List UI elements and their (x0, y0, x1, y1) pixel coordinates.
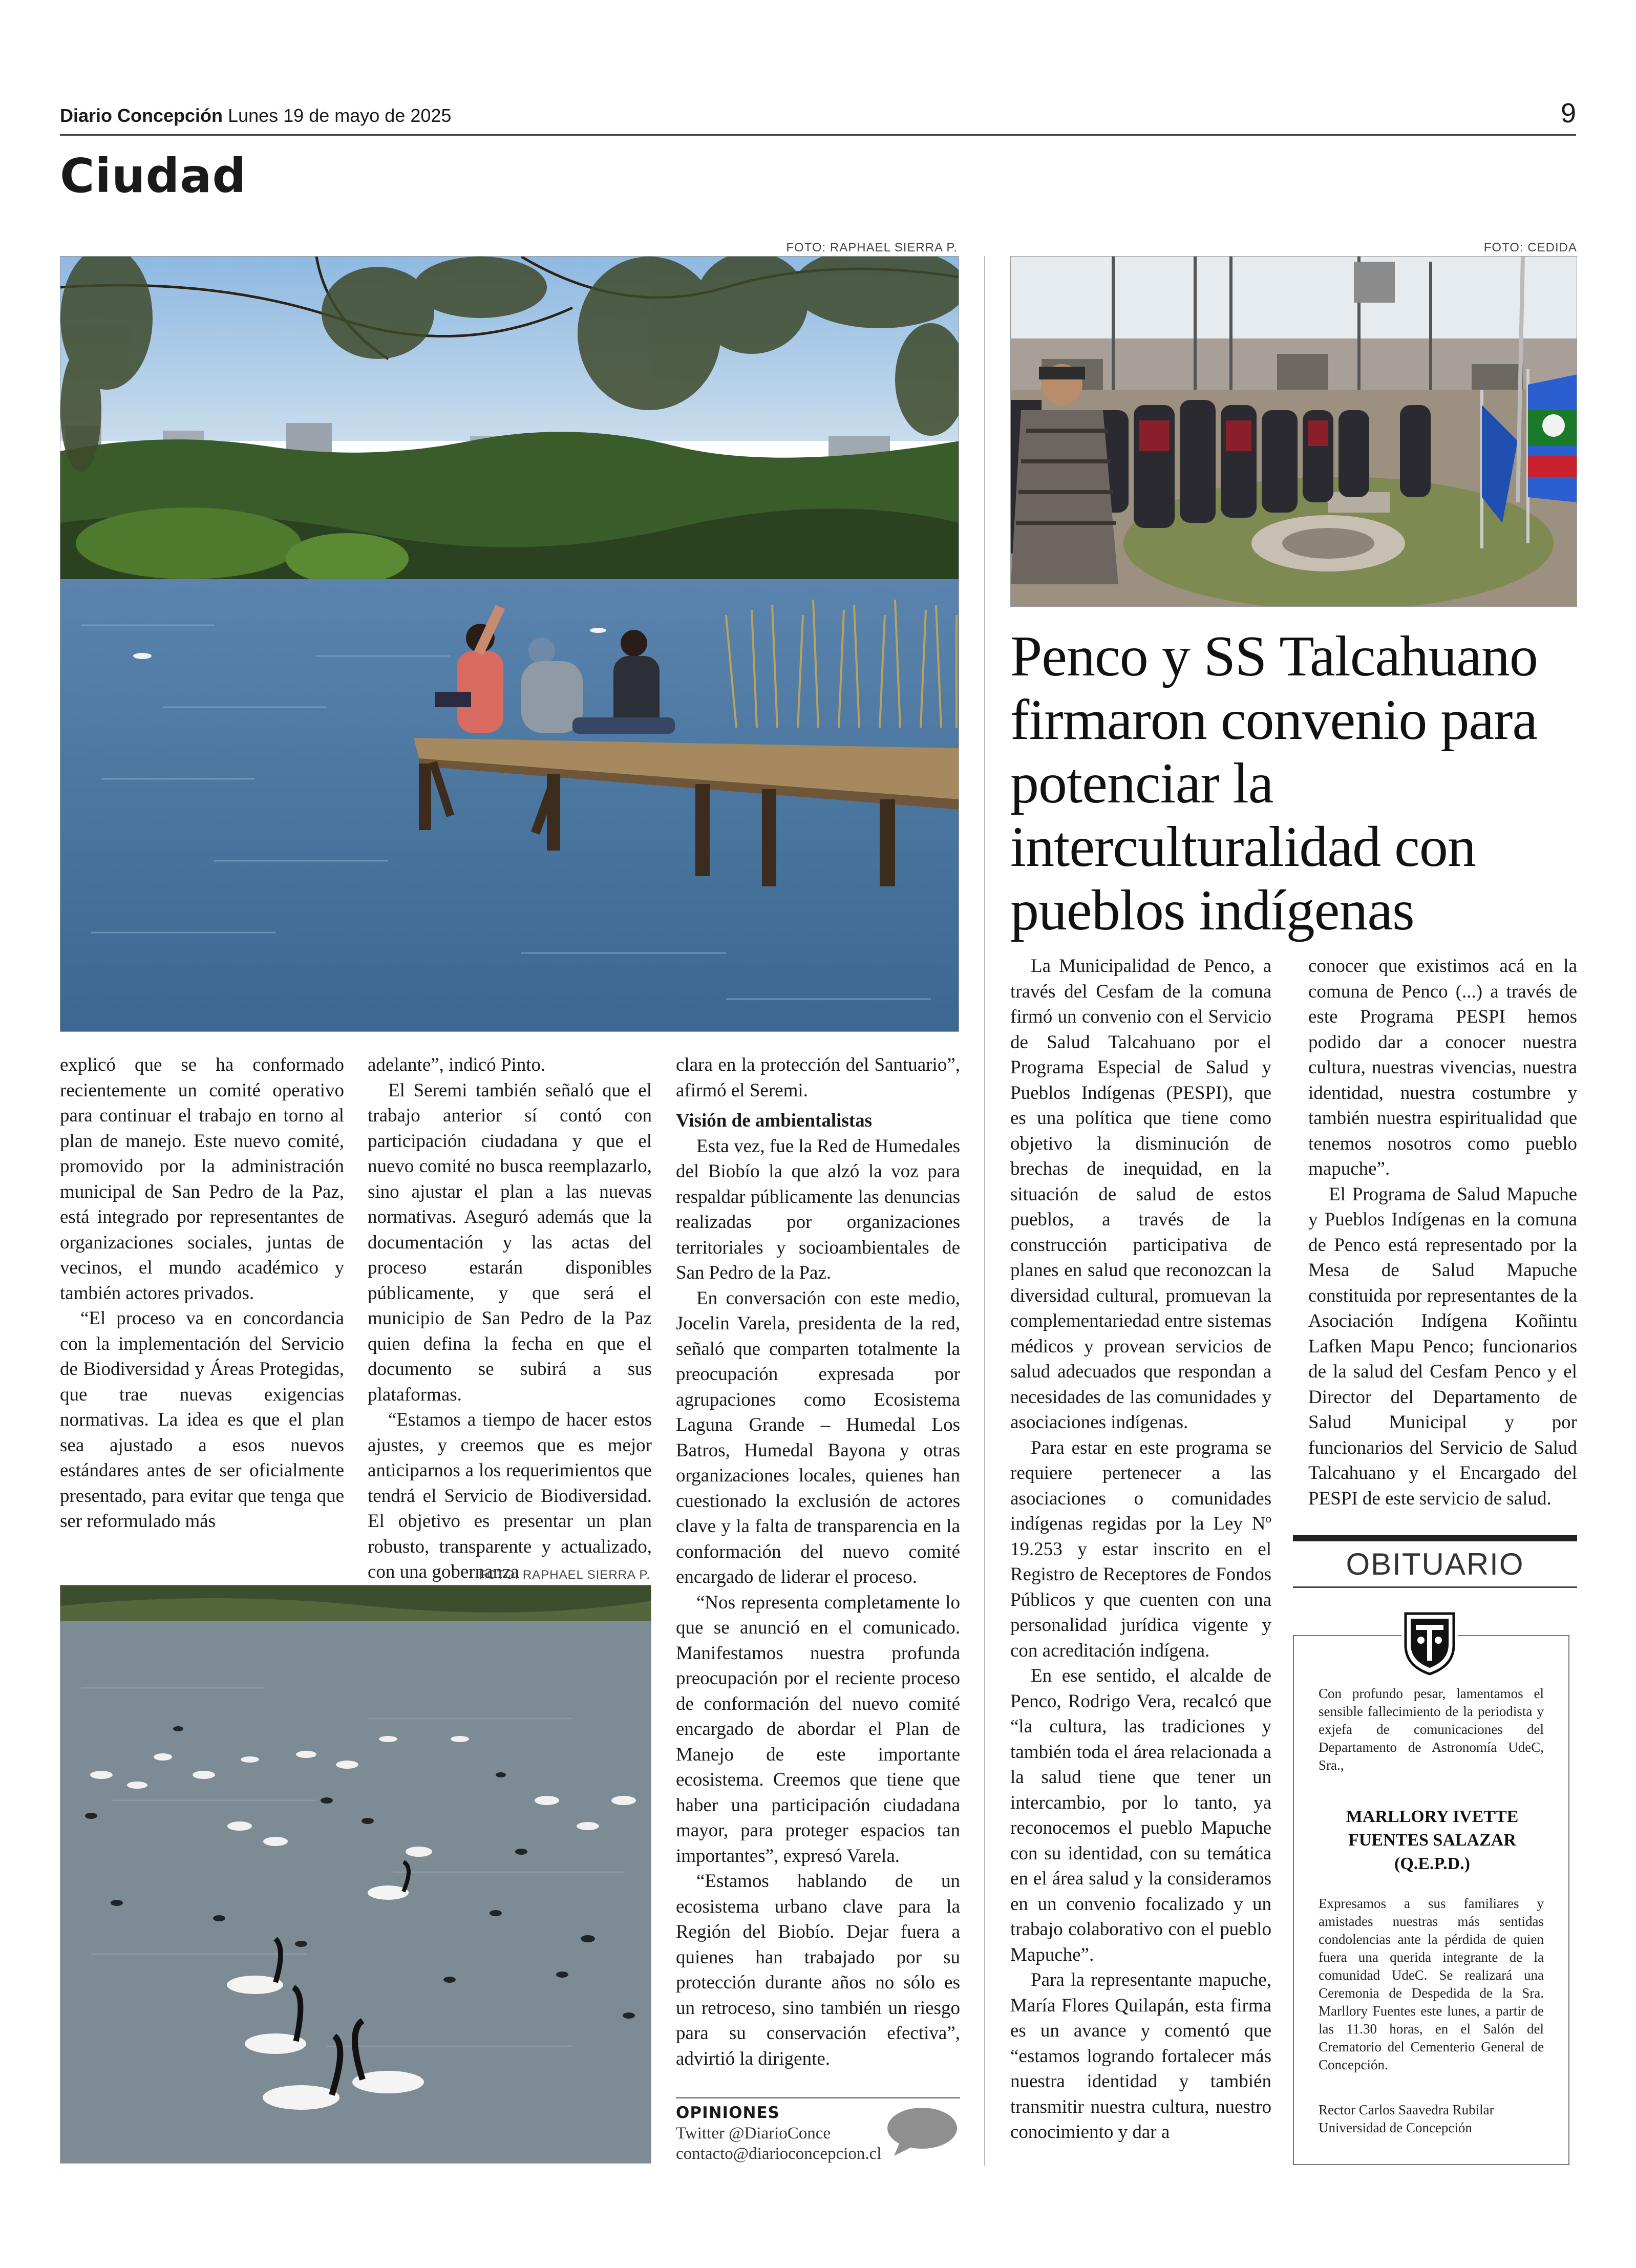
column-divider (984, 256, 985, 2166)
article-lagoon-col3 (676, 1052, 960, 2071)
lake-pier-photo (60, 256, 959, 1032)
article-penco-col2 (1308, 953, 1577, 1511)
opiniones-twitter[interactable]: Twitter @DiarioConce (676, 2124, 831, 2143)
udec-crest-icon (1401, 1609, 1458, 1676)
header-rule (60, 134, 1576, 136)
obituary-top-rule (1293, 1535, 1577, 1541)
qepd: (Q.E.P.D.) (1394, 1854, 1470, 1873)
mapuche-ceremony-photo (1010, 256, 1577, 607)
obituary-signature-name: Rector Carlos Saavedra Rubilar (1319, 2102, 1494, 2117)
paragraph: adelante”, indicó Pinto. (368, 1054, 546, 1075)
obituary-body: Expresamos a sus familiares y amistades nuestras más sentidas condolencias ante la pérdida de quien fuera una querida integrante de la comunidad UdeC. Se realizará una Ceremonia de Despedida de la Sra. Marllory Fuentes este lunes, a partir de las 11.30 horas, en el Salón del Crematorio del Cementerio General de Concepción. (1319, 1896, 1544, 2072)
paragraph: “Estamos hablando de un ecosistema urbano clave para la Región del Biobío. Dejar fuera a quienes han trabajado por su protección durante años no sólo es un retroceso, sino también un riesgo para su conservación efectiva”, advirtió la dirigente. (676, 1871, 960, 2069)
paragraph: clara en la protección del Santuario”, afirmó el Seremi. (676, 1054, 960, 1101)
obituary-notice (1293, 1635, 1569, 2165)
paragraph: “Nos representa completamente lo que se anunció en el comunicado. Manifestamos nuestra profunda preocupación por el reciente proceso de conformación del nuevo comité encargado de abordar el Plan de Manejo de este importante ecosistema. Creemos que tiene que haber una participación ciudadana mayor, para proteger espacios tan importantes”, expresó Varela. (676, 1592, 960, 1867)
obituary-title-rule (1293, 1586, 1577, 1588)
paragraph: El Seremi también señaló que el trabajo anterior sí contó con participación ciudadana y que el nuevo comité no busca reemplazarlo, sino ajustar el plan a las nuevas normativas. Aseguró además que la documentación y las actas del proceso estarán disponibles públicamente, y que será el municipio de San Pedro de la Paz quien defina la fecha en que el documento se subirá a sus plataformas. (368, 1079, 652, 1405)
paragraph: “El proceso va en concordancia con la implementación del Servicio de Biodiversidad y Áreas Protegidas, que trae nuevas exigencias normativas. La idea es que el plan sea ajustado a esos nuevos estándares antes de ser oficialmente presentado, para evitar que tenga que ser reformulado más (60, 1308, 344, 1532)
paragraph: Para estar en este programa se requiere pertenecer a las asociaciones o comunidades indígenas regidas por la Ley Nº 19.253 y estar inscrito en el Registro de Receptores de Fondos Públicos y que cuenten con una personalidad jurídica vigente y con acreditación indígena. (1010, 1437, 1271, 1661)
deceased-name-line1: MARLLORY IVETTE (1346, 1807, 1519, 1826)
article-penco-col1 (1010, 953, 1271, 2145)
paragraph: En ese sentido, el alcalde de Penco, Rodrigo Vera, recalcó que “la cultura, las tradiciones y también toda el área relacionada a la salud tiene que tener un intercambio, por lo tanto, ya reconocemos el pueblo Mapuche con su identidad, con su temática en el área salud y la consideramos en un convenio focalizado y un trabajo colaborativo con el pueblo Mapuche”. (1010, 1665, 1271, 1965)
paragraph: “Estamos a tiempo de hacer estos ajustes, y creemos que es mejor anticiparnos a los requerimientos que tendrá el Servicio de Biodiversidad. El objetivo es presentar un plan robusto, transparente y actualizado, con una gobernanza (368, 1409, 652, 1582)
subheading: Visión de ambientalistas (676, 1110, 873, 1131)
article-lagoon-col2 (368, 1052, 652, 1585)
paragraph: La Municipalidad de Penco, a través del Cesfam de la comuna firmó un convenio con el Servicio de Salud Talcahuano por el Programa Especial de Salud y Pueblos Indígenas (PESPI), que es una política que tiene como objetivo la disminución de brechas de inequidad, en la situación de salud de estos pueblos, a través de la construcción participativa de planes en salud que reconozcan la diversidad cultural, promuevan la complementariedad entre sistemas médicos y provean servicios de salud adecuados que respondan a necesidades de las comunidades y asociaciones indígenas. (1010, 956, 1271, 1433)
paragraph: En conversación con este medio, Jocelin Varela, presidenta de la red, señaló que comparten totalmente la preocupación expresada por agrupaciones como Ecosistema Laguna Grande – Humedal Los Batros, Humedal Bayona y otras organizaciones locales, quienes han cuestionado la exclusión de actores clave y la falta de transparencia en la conformación del nuevo comité encargado de liderar el proceso. (676, 1287, 960, 1587)
obituary-signature-institution: Universidad de Concepción (1319, 2120, 1472, 2135)
photo-credit-lake: FOTO: RAPHAEL SIERRA P. (786, 241, 958, 255)
paragraph: conocer que existimos acá en la comuna de Penco (...) a través de este Programa PESPI hemos podido dar a conocer nuestra cultura, nuestras vivencias, nuestra identidad, nuestra costumbre y también nuestra espiritualidad que tenemos nosotros como pueblo mapuche”. (1308, 956, 1577, 1179)
article-lagoon-col1 (60, 1052, 344, 1534)
photo-credit-swans: FOTO: RAPHAEL SIERRA P. (479, 1568, 650, 1582)
section-title: Ciudad (60, 149, 247, 203)
issue-date: Lunes 19 de mayo de 2025 (228, 105, 452, 126)
deceased-name-line2: FUENTES SALAZAR (1348, 1831, 1516, 1850)
paragraph: El Programa de Salud Mapuche y Pueblos Indígenas en la comuna de Penco está representado por la Mesa de Salud Mapuche constituida por representantes de la Asociación Indígena Koñintu Lafken Mapu Penco; funcionarios de la salud del Cesfam Penco y el Director del Departamento de Salud Municipal y por funcionarios del Servicio de Salud Talcahuano y el Encargado del PESPI de este servicio de salud. (1308, 1183, 1577, 1509)
masthead (60, 105, 451, 126)
opiniones-title: OPINIONES (676, 2104, 780, 2122)
opiniones-email[interactable]: contacto@diarioconcepcion.cl (676, 2145, 882, 2163)
paragraph: Para la representante mapuche, María Flores Quilapán, esta firma es un avance y comentó que “estamos logrando fortalecer más nuestra identidad y también transmitir nuestra cultura, nuestro conocimiento y dar a (1010, 1969, 1271, 2143)
paper-name: Diario Concepción (60, 105, 223, 126)
photo-credit-mapuche: FOTO: CEDIDA (1483, 241, 1577, 255)
obituary-intro: Con profundo pesar, lamentamos el sensible fallecimiento de la periodista y exjefa de comunicaciones del Departamento de Astronomía UdeC, Sra., (1319, 1686, 1544, 1773)
page-number: 9 (1560, 98, 1576, 129)
article-headline: Penco y SS Talcahuano firmaron convenio para potenciar la interculturalidad con pueblos indígenas (1010, 625, 1538, 942)
paragraph: explicó que se ha conformado recientemente un comité operativo para continuar el trabajo en torno al plan de manejo. Este nuevo comité, promovido por la administración municipal de San Pedro de la Paz, está integrado por representantes de organizaciones sociales, juntas de vecinos, el mundo académico y también actores privados. (60, 1054, 344, 1304)
swans-photo (60, 1585, 651, 2164)
opiniones-rule (676, 2097, 960, 2099)
paragraph: Esta vez, fue la Red de Humedales del Biobío la que alzó la voz para respaldar públicamente las denuncias realizadas por organizaciones territoriales y socioambientales de San Pedro de la Paz. (676, 1135, 960, 1283)
speech-bubble-icon (885, 2106, 960, 2159)
obituary-title: OBITUARIO (1346, 1547, 1524, 1581)
